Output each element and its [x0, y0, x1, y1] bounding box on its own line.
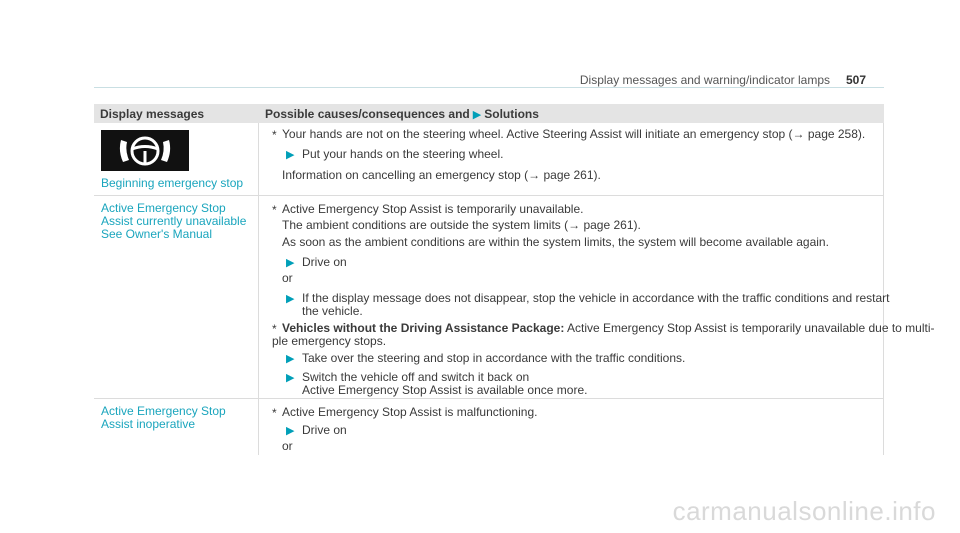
table-header: [94, 104, 884, 123]
cause-text: ple emergency stops.: [272, 334, 387, 348]
or-text: or: [282, 439, 293, 453]
step-text: Take over the steering and stop in accordance with the traffic conditions.: [302, 351, 686, 365]
page-number: 507: [845, 73, 866, 87]
or-text: or: [282, 271, 293, 285]
step-text: Drive on: [302, 255, 347, 269]
column-divider: [258, 123, 259, 455]
step-arrow-icon: ▶: [286, 425, 295, 437]
steering-wheel-hands-icon: [101, 130, 189, 171]
col-header-causes: Possible causes/consequences and ▶ Solutions: [265, 107, 539, 121]
step-text: Active Emergency Stop Assist is available once more.: [302, 383, 588, 397]
info-text: As soon as the ambient conditions are within the system limits, the system will become available again.: [282, 235, 829, 249]
message-aesa-unavailable: Active Emergency Stop Assist currently unavailable See Owner's Manual: [101, 201, 247, 241]
info-text: The ambient conditions are outside the system limits (→ page 261).: [282, 218, 641, 232]
step-arrow-icon: ▶: [286, 353, 295, 365]
header-rule: [94, 87, 884, 88]
cause-text: Active Emergency Stop Assist is temporarily unavailable.: [282, 202, 584, 216]
cause-marker: *: [272, 203, 277, 217]
step-arrow-icon: ▶: [286, 372, 295, 384]
running-header: Display messages and warning/indicator lamps: [579, 73, 830, 87]
solutions-arrow-icon: ▶: [472, 109, 482, 121]
step-text: If the display message does not disappear, stop the vehicle in accordance with the traffic conditions and restart: [302, 291, 890, 305]
row-divider: [94, 195, 884, 196]
info-text: Information on cancelling an emergency stop (→ page 261).: [282, 168, 601, 182]
watermark: carmanualsonline.info: [672, 496, 936, 526]
table-right-border: [883, 123, 884, 455]
cause-text: Your hands are not on the steering wheel. Active Steering Assist will initiate an emergency stop (→ page 258).: [282, 127, 866, 141]
step-arrow-icon: ▶: [286, 257, 295, 269]
step-text: Put your hands on the steering wheel.: [302, 147, 504, 161]
cause-marker: *: [272, 128, 277, 142]
step-text: the vehicle.: [302, 304, 363, 318]
message-beginning-emergency-stop: Beginning emergency stop: [101, 176, 244, 190]
message-aesa-inoperative: Active Emergency Stop Assist inoperative: [101, 404, 226, 431]
cause-text: Vehicles without the Driving Assistance Package: Active Emergency Stop Assist is temporarily unavailable due to multi-: [282, 321, 935, 335]
row-divider: [94, 398, 884, 399]
cause-marker: *: [272, 406, 277, 420]
step-text: Switch the vehicle off and switch it back on: [302, 370, 530, 384]
step-text: Drive on: [302, 423, 347, 437]
cause-marker: *: [272, 322, 277, 336]
step-arrow-icon: ▶: [286, 293, 295, 305]
col-header-messages: Display messages: [100, 107, 205, 121]
cause-text: Active Emergency Stop Assist is malfunctioning.: [282, 405, 538, 419]
step-arrow-icon: ▶: [286, 149, 295, 161]
